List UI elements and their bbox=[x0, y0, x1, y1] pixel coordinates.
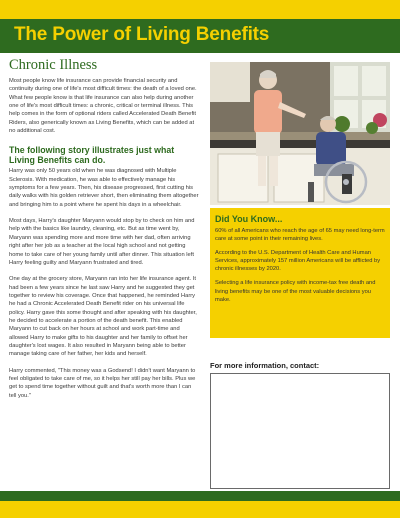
fact-1: 60% of all Americans who reach the age of 65 may need long-term care at some point in their remaining lives. bbox=[215, 228, 385, 243]
fact-3: Selecting a life insurance policy with income-tax free death and living benefits may be one of the most valuable decisions you make. bbox=[215, 280, 376, 303]
kitchen-photo bbox=[210, 62, 390, 205]
story-paragraph-2: Most days, Harry's daughter Maryann would stop by to check on him and help with the basics like laundry, cleaning, etc. But as time went by, Maryann was spending more and more time with her dad, often arriving right after her job as a teacher at the local high school and not getting home to take care of her young family until after dinner. This situation left Harry feeling guilty and Maryann frustrated and tired. bbox=[9, 218, 195, 266]
page-title: The Power of Living Benefits bbox=[14, 24, 270, 45]
contact-label: For more information, contact: bbox=[210, 361, 320, 370]
main-article bbox=[9, 57, 199, 408]
story-heading: The following story illustrates just what Living Benefits can do. bbox=[9, 145, 175, 166]
contact-box bbox=[210, 373, 390, 489]
story-paragraph-3: One day at the grocery store, Maryann ran into her life insurance agent. It had been a few years since he last saw Harry and he suggested they get together to review his coverage. Once that happened, he reminded Harry he had a Chronic Accelerated Death Benefit rider on his universal life policy. Harry gave this some thought and after speaking with his daughter, he decided to accelerate a portion of the death benefit. This enabled Maryann to cut back on her hours at school and work part-time and allowed Harry to make gifts to his daughter and her family to offset her daughter's lost wages. It also resulted in Maryann being able to better manage taking care of her father, her kids and herself. bbox=[9, 276, 197, 358]
story-paragraph-4: Harry commented, "This money was a Godsend! I didn't want Maryann to feel obligated to take care of me, so it helps her still pay her bills. Plus we get to spend time together without guilt and that's worth more than I can tell you." bbox=[9, 367, 196, 399]
section-title: Chronic Illness bbox=[9, 57, 98, 73]
fact-2: According to the U.S. Department of Health Care and Human Services, approximately 157 million Americans will be afflicted by chronic illnesses by 2020. bbox=[215, 250, 381, 273]
did-you-know-title: Did You Know... bbox=[215, 214, 283, 224]
did-you-know-box bbox=[210, 208, 390, 338]
photo-illustration bbox=[210, 62, 390, 205]
intro-paragraph: Most people know life insurance can provide financial security and continuity during one of life's most difficult times: the death of a loved one. What few people know is that life insurance can also help during another one of life's most difficult times: a chronic, critical or terminal illness. This help comes in the form of optional riders called Accelerated Death Benefit Riders, also generically known as Living Benefits, which can be added at no additional cost. bbox=[9, 78, 197, 135]
top-yellow-band bbox=[0, 0, 400, 19]
bottom-yellow-band bbox=[0, 501, 400, 518]
bottom-green-band bbox=[0, 491, 400, 501]
story-paragraph-1: Harry was only 50 years old when he was diagnosed with Multiple Sclerosis. With medication, he was able to effectively manage his symptoms for a few years. Then, his disease progressed, first cutting his daily walks with his golden retriever short, then eliminating them altogether and bringing him to a point where he spent his days in a wheelchair. bbox=[9, 168, 199, 208]
